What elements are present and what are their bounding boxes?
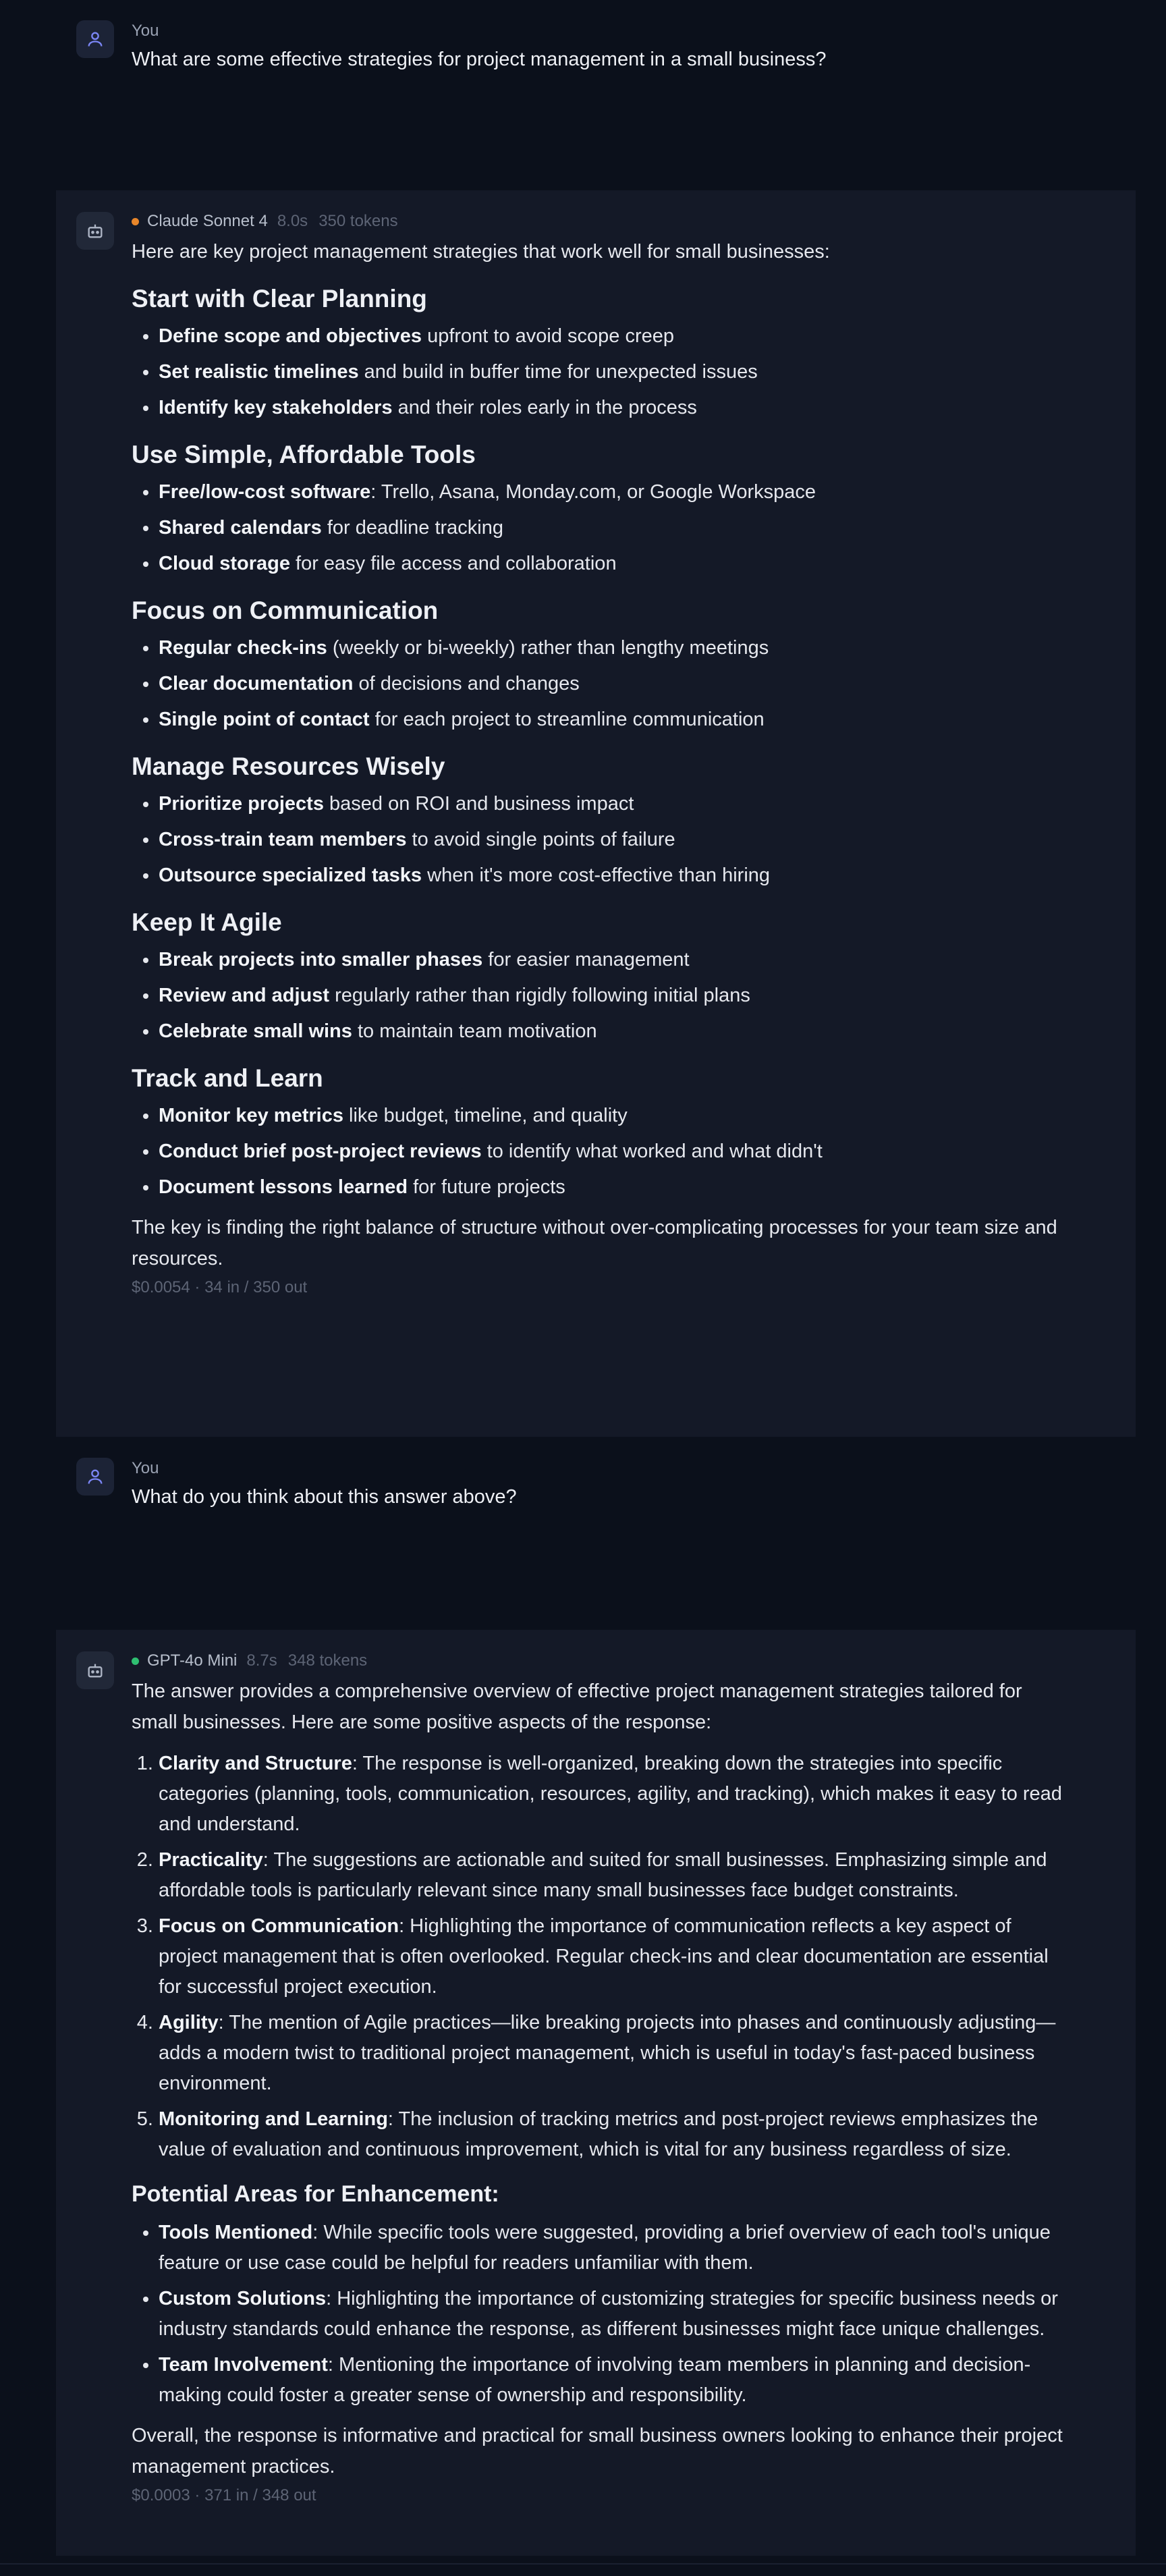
- list-item-bold: Conduct brief post-project reviews: [159, 1141, 482, 1162]
- numbered-list: [132, 1749, 1068, 2165]
- list-item-text: for deadline tracking: [321, 517, 504, 539]
- list-item: [159, 945, 1068, 975]
- section-heading: Potential Areas for Enhancement:: [132, 2181, 499, 2207]
- bullet-list: [132, 2218, 1068, 2411]
- list-item-text: upfront to avoid scope creep: [422, 325, 675, 347]
- list-item-bold: Review and adjust: [159, 985, 330, 1006]
- list-item-bold: Clear documentation: [159, 673, 354, 694]
- list-item: [159, 1911, 1068, 2002]
- list-item: [159, 1136, 1068, 1167]
- list-item-text: : Mentioning the importance of involving team members in planning and decision-making could foster a greater sense of ownership and responsibility.: [159, 2354, 1031, 2406]
- conclusion-paragraph: The key is finding the right balance of structure without over-complicating processes for your team size and resources.: [132, 1217, 1057, 1269]
- list-item: [159, 549, 1068, 579]
- list-item: [159, 789, 1068, 819]
- list-item-text: (weekly or bi-weekly) rather than lengthy meetings: [327, 637, 769, 659]
- message-meta: [132, 211, 1068, 232]
- bot-avatar: [76, 212, 114, 250]
- list-item: [159, 393, 1068, 423]
- list-item-bold: Custom Solutions: [159, 2288, 327, 2309]
- model-name: GPT-4o Mini: [147, 1651, 238, 1670]
- bot-icon: [86, 221, 105, 240]
- divider: [0, 2563, 1166, 2565]
- user-icon: [86, 1467, 105, 1486]
- list-item-text: : The response is well-organized, breaking down the strategies into specific categories (planning, tools, communication, resources, agility, and tracking), which makes it easy to read and understand.: [159, 1753, 1062, 1835]
- assistant-message: [56, 1630, 1136, 2556]
- assistant-message: [56, 190, 1136, 1437]
- bullet-list: [132, 1101, 1068, 1203]
- cost-info: $0.0054 · 34 in / 350 out: [132, 1278, 308, 1296]
- list-item-bold: Agility: [159, 2012, 219, 2033]
- conclusion-paragraph: Overall, the response is informative and practical for small business owners looking to enhance their project management practices.: [132, 2425, 1063, 2477]
- list-item: [159, 2104, 1068, 2165]
- list-item-text: : The mention of Agile practices—like breaking projects into phases and continuously adjusting—adds a modern twist to traditional project management, which is useful in today's fast-paced business environment.: [159, 2012, 1056, 2094]
- list-item: [159, 1016, 1068, 1047]
- bullet-list: [132, 321, 1068, 423]
- token-count: 350 tokens: [318, 212, 398, 230]
- sections: [132, 282, 1068, 1203]
- list-item: [159, 321, 1068, 352]
- list-item-text: : While specific tools were suggested, providing a brief overview of each tool's unique feature or use case could be helpful for readers unfamiliar with them.: [159, 2222, 1051, 2274]
- section-heading: Manage Resources Wisely: [132, 752, 445, 780]
- intro-paragraph: The answer provides a comprehensive overview of effective project management strategies tailored for small businesses. Here are some positive aspects of the response:: [132, 1680, 1022, 1733]
- list-item: [159, 2284, 1068, 2345]
- list-item-text: of decisions and changes: [353, 673, 580, 694]
- list-item-bold: Celebrate small wins: [159, 1020, 352, 1042]
- list-item-bold: Shared calendars: [159, 517, 322, 539]
- list-item-text: and build in buffer time for unexpected issues: [358, 361, 758, 383]
- bullet-list: [132, 789, 1068, 891]
- list-item-bold: Set realistic timelines: [159, 361, 359, 383]
- list-item-bold: Regular check-ins: [159, 637, 327, 659]
- list-item-text: : The inclusion of tracking metrics and post-project reviews emphasizes the value of evaluation and continuous improvement, which is vital for any business regardless of size.: [159, 2108, 1038, 2160]
- list-item-bold: Tools Mentioned: [159, 2222, 313, 2243]
- model-name: Claude Sonnet 4: [147, 212, 268, 230]
- list-item: [159, 633, 1068, 663]
- list-item-bold: Focus on Communication: [159, 1915, 399, 1937]
- list-item-text: like budget, timeline, and quality: [343, 1105, 628, 1126]
- list-item: [159, 513, 1068, 543]
- list-item-bold: Break projects into smaller phases: [159, 949, 483, 970]
- list-item: [159, 357, 1068, 387]
- response-time: 8.0s: [277, 212, 308, 230]
- list-item-bold: Cross-train team members: [159, 829, 407, 850]
- list-item-text: for easy file access and collaboration: [289, 553, 617, 574]
- list-item-text: : The suggestions are actionable and suited for small businesses. Emphasizing simple and affordable tools is particularly relevant since many small businesses face budget constraints.: [159, 1849, 1047, 1901]
- model-status-dot: [132, 1657, 139, 1665]
- bot-icon: [86, 1661, 105, 1680]
- token-count: 348 tokens: [287, 1651, 368, 1670]
- cost-info: $0.0003 · 371 in / 348 out: [132, 2486, 316, 2504]
- list-item-text: to maintain team motivation: [352, 1020, 597, 1042]
- section-heading: Keep It Agile: [132, 908, 282, 936]
- section-heading: Use Simple, Affordable Tools: [132, 441, 476, 468]
- list-item-text: to avoid single points of failure: [406, 829, 675, 850]
- list-item: [159, 705, 1068, 735]
- list-item-text: : Highlighting the importance of communication reflects a key aspect of project management that is often overlooked. Regular check-ins and clear documentation are essential for successful project execution.: [159, 1915, 1049, 1998]
- response-time: 8.7s: [246, 1651, 277, 1670]
- list-item-bold: Clarity and Structure: [159, 1753, 352, 1774]
- list-item-text: when it's more cost-effective than hiring: [422, 865, 771, 886]
- message-meta: [132, 1650, 1068, 1672]
- list-item: [159, 860, 1068, 891]
- list-item: [159, 1845, 1068, 1906]
- section-heading: Start with Clear Planning: [132, 285, 427, 312]
- list-item-bold: Monitoring and Learning: [159, 2108, 388, 2130]
- list-item-text: based on ROI and business impact: [323, 793, 634, 815]
- bullet-list: [132, 945, 1068, 1047]
- list-item-bold: Single point of contact: [159, 709, 370, 730]
- intro-paragraph: Here are key project management strategies that work well for small businesses:: [132, 241, 830, 263]
- list-item-bold: Monitor key metrics: [159, 1105, 343, 1126]
- list-item: [159, 2008, 1068, 2099]
- user-message: [56, 20, 1136, 128]
- list-item-bold: Free/low-cost software: [159, 481, 371, 503]
- section-heading: Track and Learn: [132, 1064, 323, 1092]
- list-item-text: for each project to streamline communication: [369, 709, 765, 730]
- user-icon: [86, 30, 105, 49]
- list-item-text: to identify what worked and what didn't: [481, 1141, 823, 1162]
- list-item-bold: Team Involvement: [159, 2354, 328, 2376]
- list-item-text: : Highlighting the importance of customizing strategies for specific business needs or industry standards could enhance the response, as different businesses might face unique challenges.: [159, 2288, 1058, 2340]
- list-item-text: and their roles early in the process: [392, 397, 697, 418]
- message-role: You: [132, 1459, 159, 1477]
- model-status-dot: [132, 218, 139, 225]
- list-item-text: regularly rather than rigidly following initial plans: [329, 985, 750, 1006]
- list-item: [159, 2218, 1068, 2278]
- list-item: [159, 825, 1068, 855]
- user-avatar: [76, 1458, 114, 1496]
- user-message: [56, 1458, 1136, 1566]
- list-item-text: for easier management: [482, 949, 690, 970]
- list-item-bold: Cloud storage: [159, 553, 290, 574]
- message-role: You: [132, 22, 159, 40]
- list-item: [159, 477, 1068, 508]
- user-avatar: [76, 20, 114, 58]
- list-item: [159, 2350, 1068, 2411]
- message-text: What do you think about this answer above?: [132, 1486, 517, 1508]
- message-text: What are some effective strategies for project management in a small business?: [132, 49, 827, 70]
- list-item: [159, 1172, 1068, 1203]
- list-item-bold: Prioritize projects: [159, 793, 324, 815]
- list-item-bold: Identify key stakeholders: [159, 397, 393, 418]
- section-heading: Focus on Communication: [132, 597, 439, 624]
- list-item: [159, 1101, 1068, 1131]
- list-item: [159, 981, 1068, 1011]
- bot-avatar: [76, 1651, 114, 1689]
- list-item-bold: Outsource specialized tasks: [159, 865, 422, 886]
- list-item-text: for future projects: [408, 1176, 565, 1198]
- list-item-bold: Document lessons learned: [159, 1176, 408, 1198]
- bullet-list: [132, 633, 1068, 735]
- list-item: [159, 1749, 1068, 1840]
- list-item-bold: Practicality: [159, 1849, 263, 1871]
- bullet-list: [132, 477, 1068, 579]
- list-item: [159, 669, 1068, 699]
- list-item-text: : Trello, Asana, Monday.com, or Google Workspace: [370, 481, 816, 503]
- list-item-bold: Define scope and objectives: [159, 325, 422, 347]
